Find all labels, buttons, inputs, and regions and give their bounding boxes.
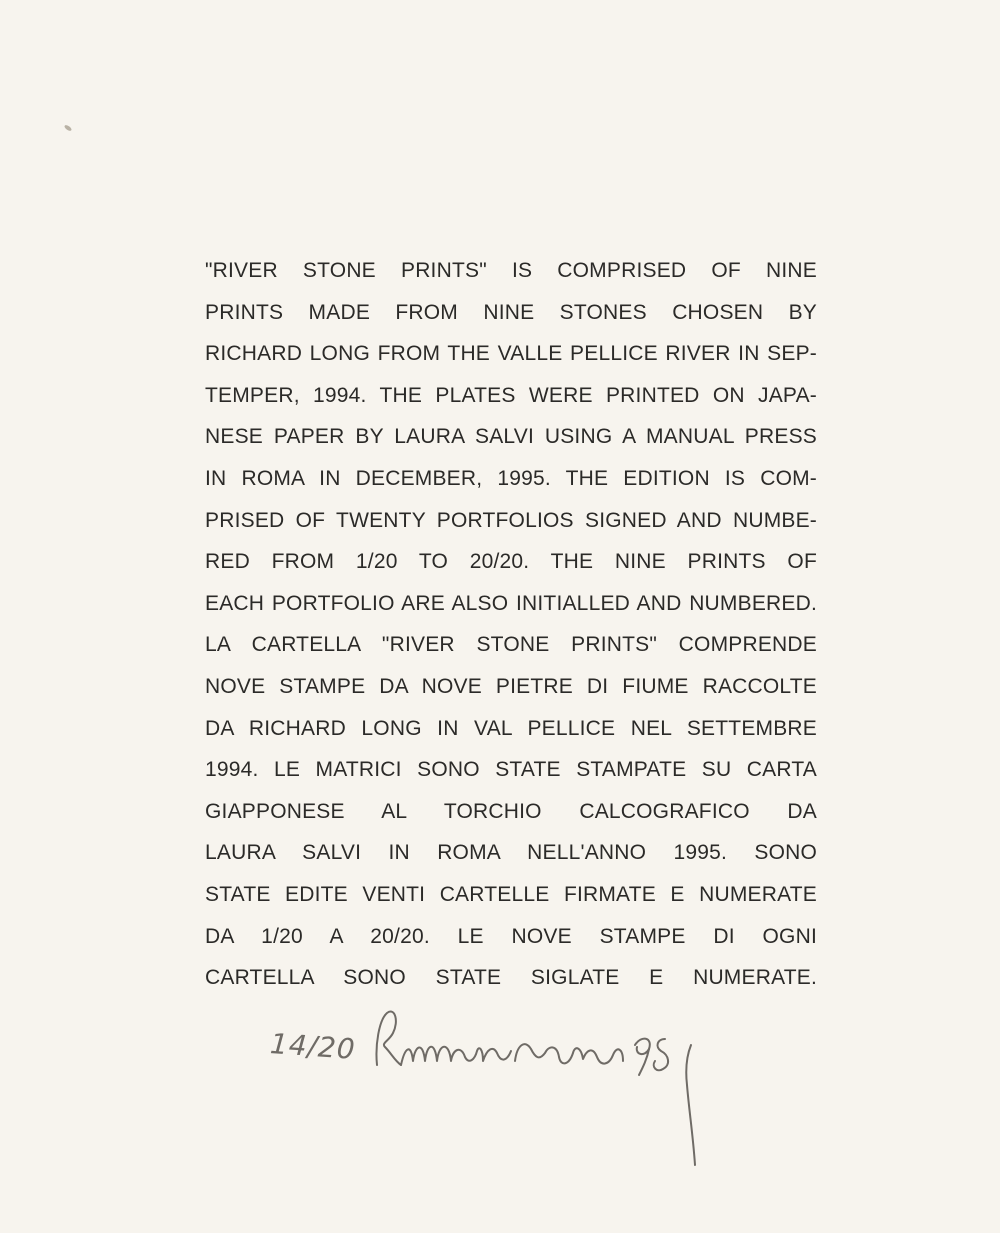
- colophon-line: TEMPER, 1994. THE PLATES WERE PRINTED ON JAPA-: [205, 383, 817, 407]
- colophon-text-block: [205, 250, 817, 999]
- colophon-line: PRISED OF TWENTY PORTFOLIOS SIGNED AND NUMBE-: [205, 508, 817, 532]
- colophon-line: STATE EDITE VENTI CARTELLE FIRMATE E NUMERATE: [205, 882, 817, 906]
- colophon-line: 1994. LE MATRICI SONO STATE STAMPATE SU CARTA: [205, 758, 817, 782]
- colophon-line: DA RICHARD LONG IN VAL PELLICE NEL SETTEMBRE: [205, 716, 817, 740]
- colophon-line: DA 1/20 A 20/20. LE NOVE STAMPE DI OGNI: [205, 924, 817, 948]
- colophon-line: RICHARD LONG FROM THE VALLE PELLICE RIVER IN SEP-: [205, 342, 817, 366]
- colophon-line: EACH PORTFOLIO ARE ALSO INITIALLED AND NUMBERED.: [205, 591, 817, 615]
- edition-number: 14/20: [268, 1027, 357, 1066]
- colophon-line: IN ROMA IN DECEMBER, 1995. THE EDITION IS COM-: [205, 466, 817, 490]
- paper-fleck: [64, 124, 73, 132]
- colophon-line: NOVE STAMPE DA NOVE PIETRE DI FIUME RACCOLTE: [205, 674, 817, 698]
- colophon-line: NESE PAPER BY LAURA SALVI USING A MANUAL PRESS: [205, 425, 817, 449]
- colophon-line: "RIVER STONE PRINTS" IS COMPRISED OF NINE: [205, 259, 817, 282]
- colophon-line: CARTELLA SONO STATE SIGLATE E NUMERATE.: [205, 966, 817, 990]
- colophon-line: GIAPPONESE AL TORCHIO CALCOGRAFICO DA: [205, 799, 817, 823]
- colophon-line: PRINTS MADE FROM NINE STONES CHOSEN BY: [205, 300, 817, 324]
- colophon-line: RED FROM 1/20 TO 20/20. THE NINE PRINTS OF: [205, 550, 817, 574]
- colophon-line: LA CARTELLA "RIVER STONE PRINTS" COMPRENDE: [205, 633, 817, 657]
- colophon-line: LAURA SALVI IN ROMA NELL'ANNO 1995. SONO: [205, 841, 817, 865]
- handwritten-signature: [365, 995, 725, 1175]
